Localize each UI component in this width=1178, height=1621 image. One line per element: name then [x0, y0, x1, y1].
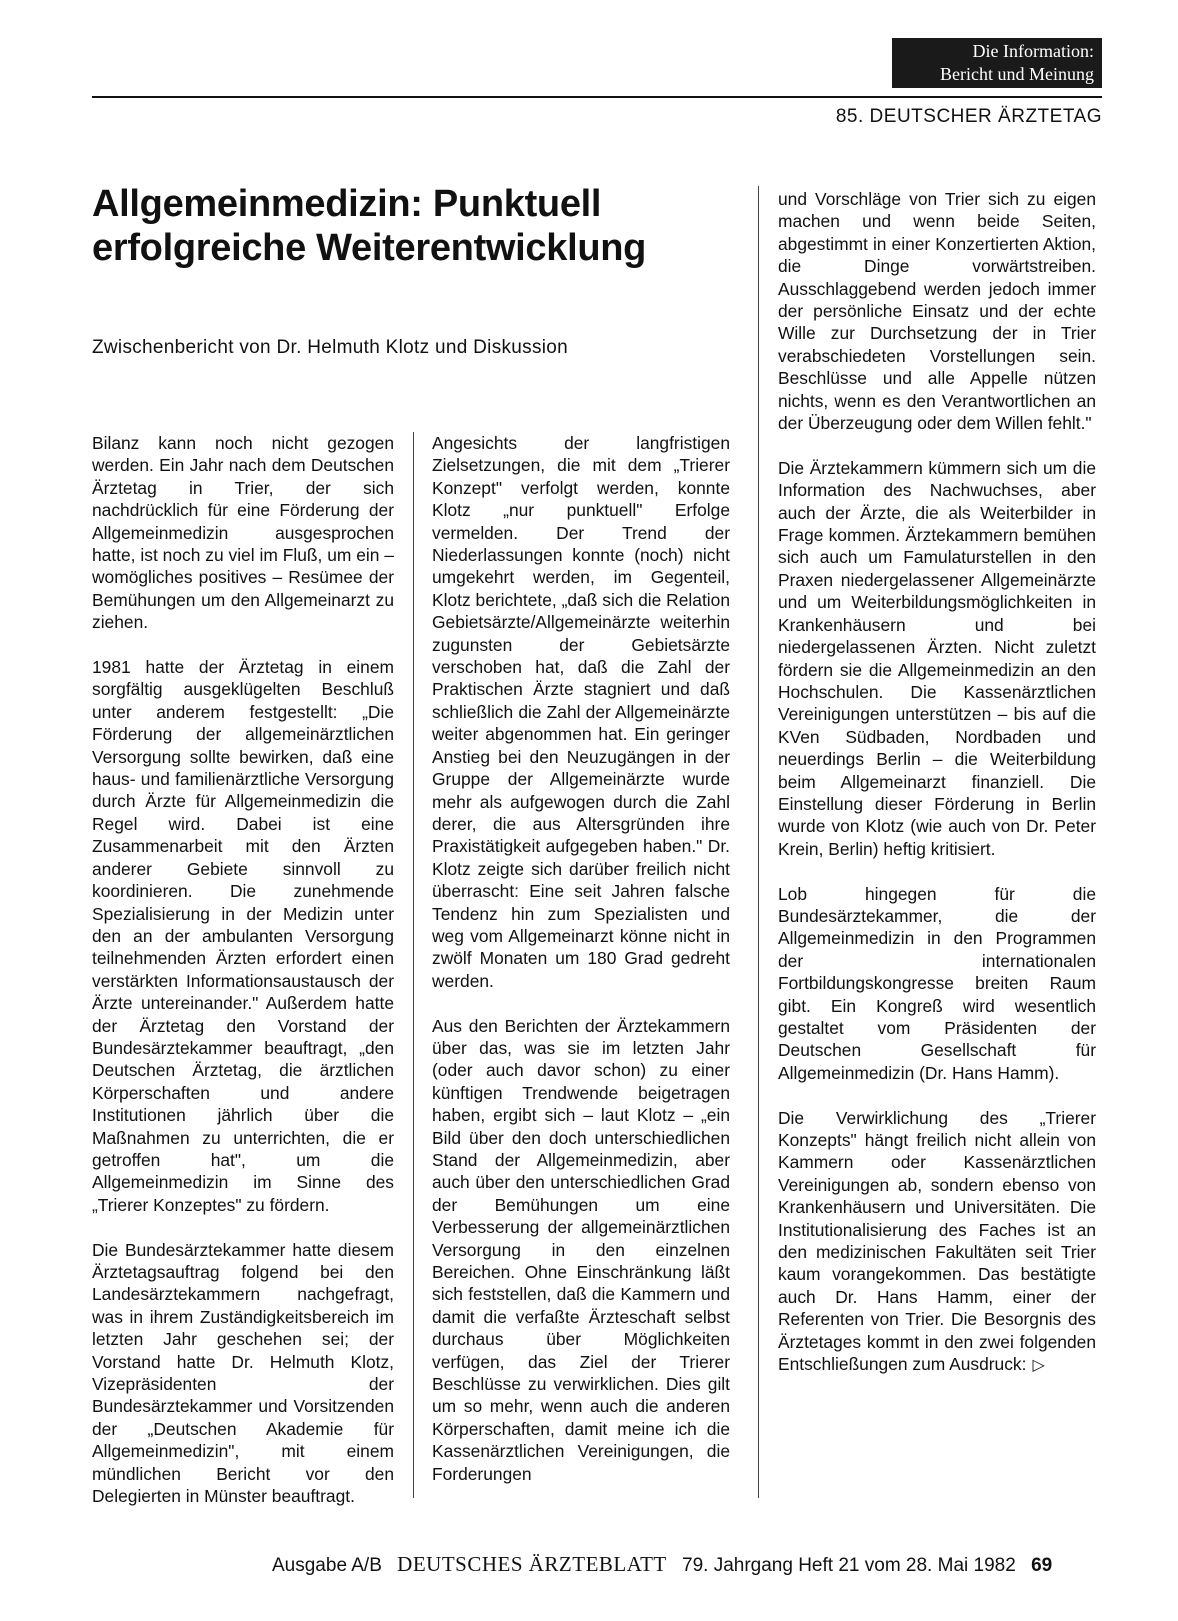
- text-column-2: [432, 432, 730, 1507]
- article-subtitle: Zwischenbericht von Dr. Helmuth Klotz und Diskussion: [92, 337, 569, 358]
- edition-label: Ausgabe A/B: [272, 1555, 382, 1576]
- magazine-name: DEUTSCHES ÄRZTEBLATT: [397, 1552, 667, 1576]
- paragraph: Bilanz kann noch nicht gezogen werden. Ein Jahr nach dem Deutschen Ärztetag in Trier, der sich nachdrücklich für eine Förderung der Allgemeinmedizin ausgesprochen hatte, ist noch zu viel im Fluß, um ein – womögliches positives – Resümee der Bemühungen um den Allgemeinarzt zu ziehen.: [92, 433, 394, 633]
- paragraph: Angesichts der langfristigen Zielsetzungen, die mit dem „Trierer Konzept" verfolgt werden, konnte Klotz „nur punktuell" Erfolge vermelden. Der Trend der Niederlassungen konnte (noch) nicht umgekehrt werden, im Gegenteil, Klotz berichtete, „daß sich die Relation Gebietsärzte/Allgemeinärzte weiterhin zugunsten der Gebietsärzte verschoben hat, daß die Zahl der Praktischen Ärzte stagniert und daß schließlich die Zahl der Allgemeinärzte weiter abgenommen hat. Ein geringer Anstieg bei den Neuzugängen in der Gruppe der Allgemeinärzte wurde mehr als aufgewogen durch die Zahl derer, die aus Altersgründen ihre Praxistätigkeit aufgegeben haben." Dr. Klotz zeigte sich darüber freilich nicht überrascht: Eine seit Jahren falsche Tendenz hin zum Spezialisten und weg vom Allgemeinarzt könne nicht in zwölf Monaten um 180 Grad gedreht werden.: [432, 433, 730, 991]
- paragraph: Lob hingegen für die Bundesärztekammer, die der Allgemeinmedizin in den Programmen der internationalen Fortbildungskongresse breiten Raum gibt. Ein Kongreß wird wesentlich gestaltet vom Präsidenten der Deutschen Gesellschaft für Allgemeinmedizin (Dr. Hans Hamm).: [778, 883, 1096, 1083]
- paragraph: Die Bundesärztekammer hatte diesem Ärztetagsauftrag folgend bei den Landesärztekammern nachgefragt, was in ihrem Zuständigkeitsbereich im letzten Jahr geschehen sei; der Vorstand hatte Dr. Helmuth Klotz, Vizepräsidenten der Bundesärztekammer und Vorsitzenden der „Deutschen Akademie für Allgemeinmedizin", mit einem mündlichen Bericht vor den Delegierten in Münster beauftragt.: [92, 1239, 394, 1507]
- paragraph: und Vorschläge von Trier sich zu eigen machen und wenn beide Seiten, abgestimmt in einer Konzertierten Aktion, die Dinge vorwärtstreiben. Ausschlaggebend werden jedoch immer der persönliche Einsatz und der echte Wille zur Durchsetzung der in Trier verabschiedeten Vorstellungen sein. Beschlüsse und alle Appelle nützen nichts, wenn es den Verantwortlichen an der Überzeugung oder dem Willen fehlt.": [778, 189, 1096, 434]
- triangle-right-icon: ▷: [1032, 1357, 1045, 1375]
- rubric-line-1: Die Information:: [972, 41, 1094, 61]
- column-divider-2: [758, 186, 759, 1498]
- paragraph: 1981 hatte der Ärztetag in einem sorgfältig ausgeklügelten Beschluß unter anderem festgestellt: „Die Förderung der allgemeinärztlichen Versorgung sollte bewirken, daß eine haus- und familienärztliche Versorgung durch Ärzte für Allgemeinmedizin die Regel wird. Dabei ist eine Zusammenarbeit mit den Ärzten anderer Gebiete sinnvoll zu koordinieren. Die zunehmende Spezialisierung in der Medizin unter den an der ambulanten Versorgung teilnehmenden Ärzten erfordert einen verstärkten Informationsaustausch der Ärzte untereinander." Außerdem hatte der Ärztetag den Vorstand der Bundesärztekammer beauftragt, „den Deutschen Ärztetag, die ärztlichen Körperschaften und andere Institutionen jährlich über die Maßnahmen zu unterrichten, die er getroffen hat", um die Allgemeinmedizin im Sinne des „Trierer Konzeptes" zu fördern.: [92, 657, 394, 1215]
- article-title: Allgemeinmedizin: Punktuell erfolgreiche Weiterentwicklung: [92, 183, 647, 269]
- page-footer: [272, 1552, 1062, 1577]
- page-number: 69: [1031, 1555, 1053, 1576]
- paragraph-last: [778, 1107, 1096, 1378]
- paragraph-text: Die Verwirklichung des „Trierer Konzepts" hängt freilich nicht allein von Kammern oder Kassenärztlichen Vereinigungen ab, sondern ebenso von Krankenhäusern und Universitäten. Die Institutionalisierung des Faches ist an den medizinischen Fakultäten seit Trier kaum vorangekommen. Das bestätigte auch Dr. Hans Hamm, einer der Referenten von Trier. Die Besorgnis des Ärztetages kommt in den zwei folgenden Entschließungen zum Ausdruck:: [778, 1107, 1096, 1375]
- column-divider-1: [413, 432, 414, 1498]
- issue-info: 79. Jahrgang Heft 21 vom 28. Mai 1982: [682, 1555, 1016, 1576]
- section-label: 85. DEUTSCHER ÄRZTETAG: [835, 106, 1102, 127]
- paragraph: Aus den Berichten der Ärztekammern über das, was sie im letzten Jahr (oder auch davor schon) zu einer künftigen Trendwende beigetragen haben, ergibt sich – laut Klotz – „ein Bild über den doch unterschiedlichen Stand der Allgemeinmedizin, aber auch über den unterschiedlichen Grad der Bemühungen um eine Verbesserung der allgemeinärztlichen Versorgung in den einzelnen Bereichen. Ohne Einschränkung läßt sich feststellen, daß die Kammern und damit die verfaßte Ärzteschaft selbst durchaus über Möglichkeiten verfügen, das Ziel der Trierer Beschlüsse zu verwirklichen. Dies gilt um so mehr, wenn auch die anderen Körperschaften, damit meine ich die Kassenärztlichen Vereinigungen, die Forderungen: [432, 1015, 730, 1484]
- rubric-line-2: Bericht und Meinung: [940, 64, 1094, 84]
- text-column-1: [92, 432, 394, 1530]
- text-column-3: [778, 188, 1096, 1400]
- paragraph: Die Ärztekammern kümmern sich um die Information des Nachwuchses, aber auch der Ärzte, die als Weiterbilder in Frage kommen. Ärztekammern bemühen sich auch um Famulaturstellen in den Praxen niedergelassener Allgemeinärzte und um Weiterbildungsmöglichkeiten in Krankenhäusern und bei niedergelassenen Ärzten. Nicht zuletzt fördern sie die Allgemeinmedizin an den Hochschulen. Die Kassenärztlichen Vereinigungen unterstützen – bis auf die KVen Südbaden, Nordbaden und neuerdings Berlin – die Weiterbildung beim Allgemeinarzt finanziell. Die Einstellung dieser Förderung in Berlin wurde von Klotz (wie auch von Dr. Peter Krein, Berlin) heftig kritisiert.: [778, 457, 1096, 859]
- rubric-badge: [892, 38, 1102, 88]
- header-rule: [92, 96, 1102, 98]
